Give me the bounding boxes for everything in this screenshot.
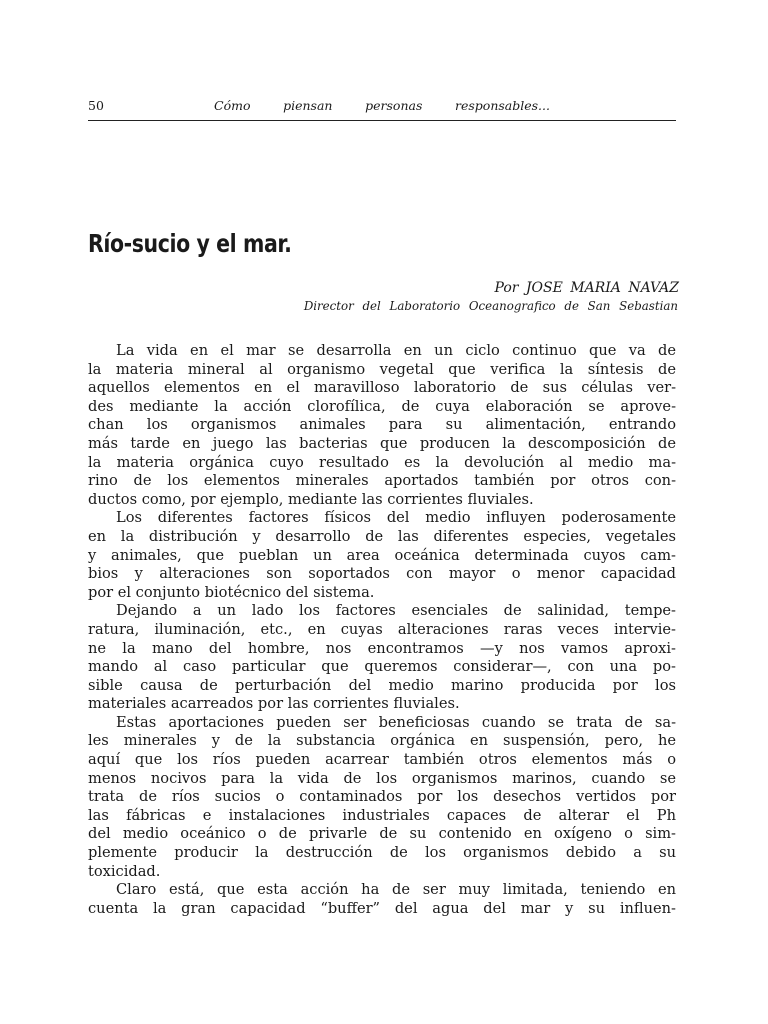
body-text-line: la materia orgánica cuyo resultado es la devolución al medio ma- [88,453,676,471]
body-text-line: aquellos elementos en el maravilloso laboratorio de sus células ver- [88,379,676,397]
running-title-word: responsables... [455,98,550,113]
body-text-line: ductos como, por ejemplo, mediante las corrientes fluviales. [88,490,534,508]
running-title-word: piensan [283,98,333,113]
body-text-line: mando al caso particular que queremos considerar—, con una po- [88,658,676,676]
body-text-line: bios y alteraciones son soportados con mayor o menor capacidad [88,565,676,583]
body-text-line: aquí que los ríos pueden acarrear también otros elementos más o [88,751,676,769]
body-text-line: ne la mano del hombre, nos encontramos —y nos vamos aproxi- [88,639,676,657]
body-text-line: La vida en el mar se desarrolla en un ciclo continuo que va de [116,342,676,359]
body-text-line: des mediante la acción clorofílica, de cuya elaboración se aprove- [88,397,676,415]
body-text-line: Estas aportaciones pueden ser beneficiosas cuando se trata de sa- [116,713,676,731]
body-text-line: ratura, iluminación, etc., en cuyas alteraciones raras veces intervie- [88,620,676,638]
body-text-line: plemente producir la destrucción de los organismos debido a su [88,844,676,862]
body-text-line: cuenta la gran capacidad “buffer” del agua del mar y su influen- [88,899,676,917]
body-text-line: chan los organismos animales para su alimentación, entrando [88,416,676,434]
body-text-line: les minerales y de la substancia orgánica en suspensión, pero, he [88,732,676,750]
body-text-line: y animales, que pueblan un area oceánica determinada cuyos cam- [88,546,676,564]
body-text-line: del medio oceánico o de privarle de su contenido en oxígeno o sim- [88,825,676,843]
body-text-line: sible causa de perturbación del medio marino producida por los [88,676,676,694]
body-text-line: en la distribución y desarrollo de las diferentes especies, vegetales [88,527,676,545]
body-text-line: Claro está, que esta acción ha de ser muy limitada, teniendo en [116,881,676,899]
body-text-line: Los diferentes factores físicos del medio influyen poderosamente [116,509,676,527]
body-text-line: Dejando a un lado los factores esenciales de salinidad, tempe- [116,602,676,620]
body-text-line: rino de los elementos minerales aportados también por otros con- [88,472,676,490]
running-header [88,96,676,121]
body-text-line: materiales acarreados por las corrientes fluviales. [88,695,460,713]
body-text-line: la materia mineral al organismo vegetal que verifica la síntesis de [88,360,676,378]
body-text-line: más tarde en juego las bacterias que producen la descomposición de [88,434,676,452]
body-text-line: las fábricas e instalaciones industriales capaces de alterar el Ph [88,806,676,824]
body-text-line: menos nocivos para la vida de los organismos marinos, cuando se [88,769,676,787]
page-number: 50 [88,98,104,113]
body-text-line: por el conjunto biotécnico del sistema. [88,583,375,601]
running-title [214,98,550,113]
article-body [88,342,676,918]
running-title-word: personas [365,98,423,113]
body-text-line: trata de ríos sucios o contaminados por los desechos vertidos por [88,788,676,806]
body-text-line: toxicidad. [88,862,161,880]
running-title-word: Cómo [214,98,251,113]
author-affiliation: Director del Laboratorio Oceanografico de San Sebastian [303,299,678,313]
author-byline: Por JOSE MARIA NAVAZ [494,280,679,296]
article-title: Río-sucio y el mar. [88,229,292,258]
